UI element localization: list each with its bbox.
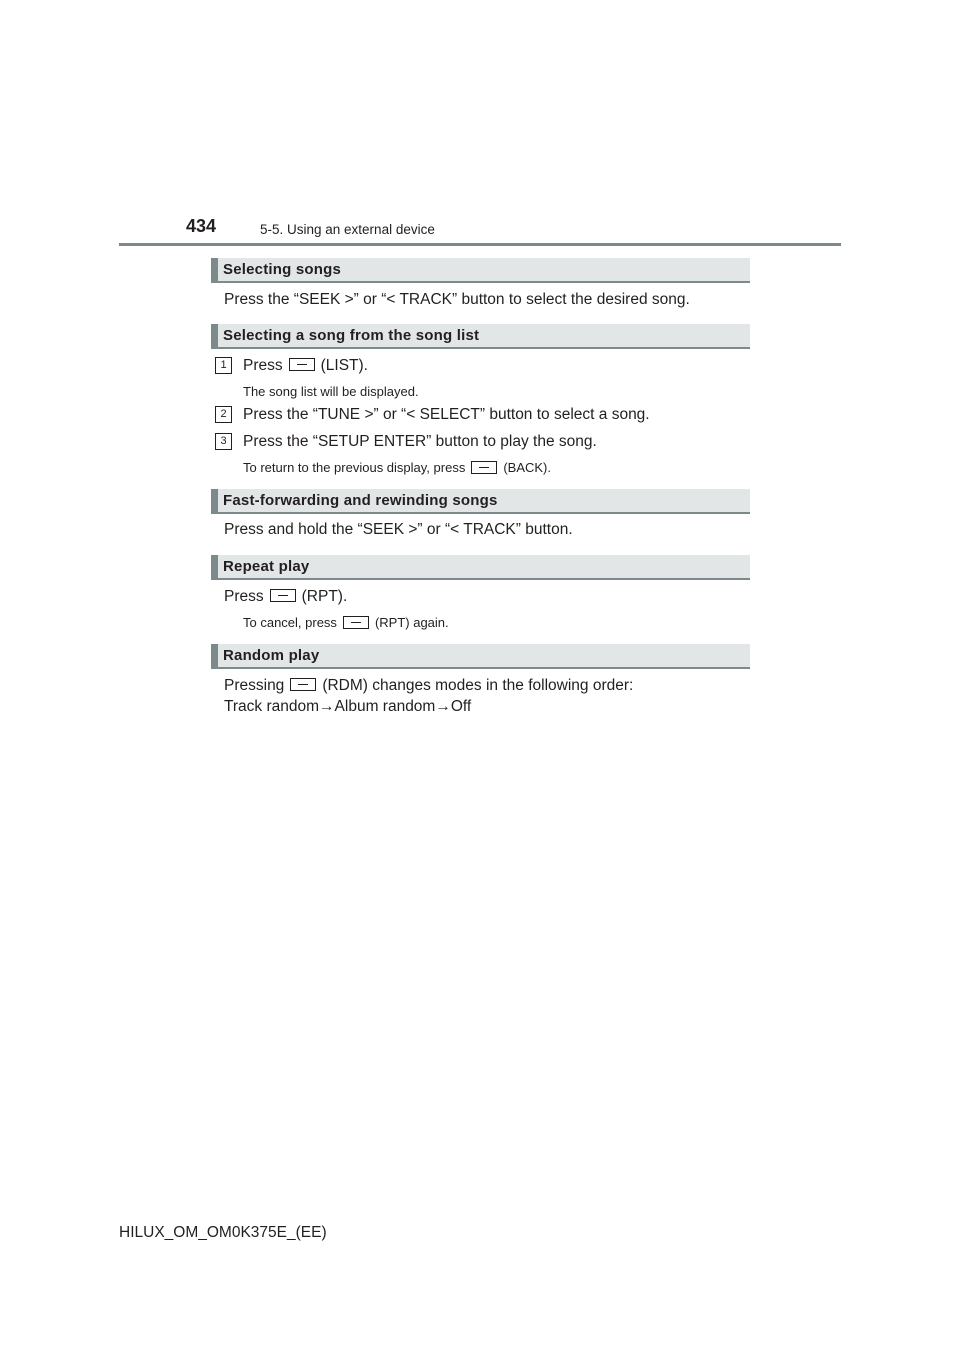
rpt-button-icon	[343, 616, 369, 629]
repeat-text: Press (RPT).	[224, 588, 348, 605]
document-code: HILUX_OM_OM0K375E_(EE)	[119, 1224, 327, 1241]
random-text: Pressing (RDM) changes modes in the following order:	[224, 677, 634, 694]
page-number: 434	[186, 216, 217, 236]
step-number-1: 1	[215, 357, 232, 374]
rpt-button-icon	[270, 589, 296, 602]
step-3-text: Press the “SETUP ENTER” button to play the song.	[243, 433, 597, 450]
heading-repeat-play: Repeat play	[211, 555, 750, 580]
arrow-icon: →	[319, 698, 335, 715]
header-divider	[119, 243, 841, 246]
step-1-text: Press (LIST).	[243, 357, 368, 374]
heading-random-play: Random play	[211, 644, 750, 669]
step-number-3: 3	[215, 433, 232, 450]
step-3-note: To return to the previous display, press (BACK).	[243, 460, 551, 475]
section-title: 5-5. Using an external device	[260, 222, 435, 237]
list-button-icon	[289, 358, 315, 371]
fast-forward-text: Press and hold the “SEEK >” or “< TRACK” button.	[224, 521, 573, 538]
selecting-songs-text: Press the “SEEK >” or “< TRACK” button to select the desired song.	[224, 291, 690, 308]
repeat-note: To cancel, press (RPT) again.	[243, 615, 449, 630]
heading-selecting-songs: Selecting songs	[211, 258, 750, 283]
arrow-icon: →	[435, 698, 451, 715]
step-number-2: 2	[215, 406, 232, 423]
heading-song-list: Selecting a song from the song list	[211, 324, 750, 349]
step-1-note: The song list will be displayed.	[243, 384, 419, 399]
heading-fast-forward: Fast-forwarding and rewinding songs	[211, 489, 750, 514]
step-2-text: Press the “TUNE >” or “< SELECT” button to select a song.	[243, 406, 650, 423]
rdm-button-icon	[290, 678, 316, 691]
random-order: Track random→Album random→Off	[224, 698, 472, 715]
back-button-icon	[471, 461, 497, 474]
